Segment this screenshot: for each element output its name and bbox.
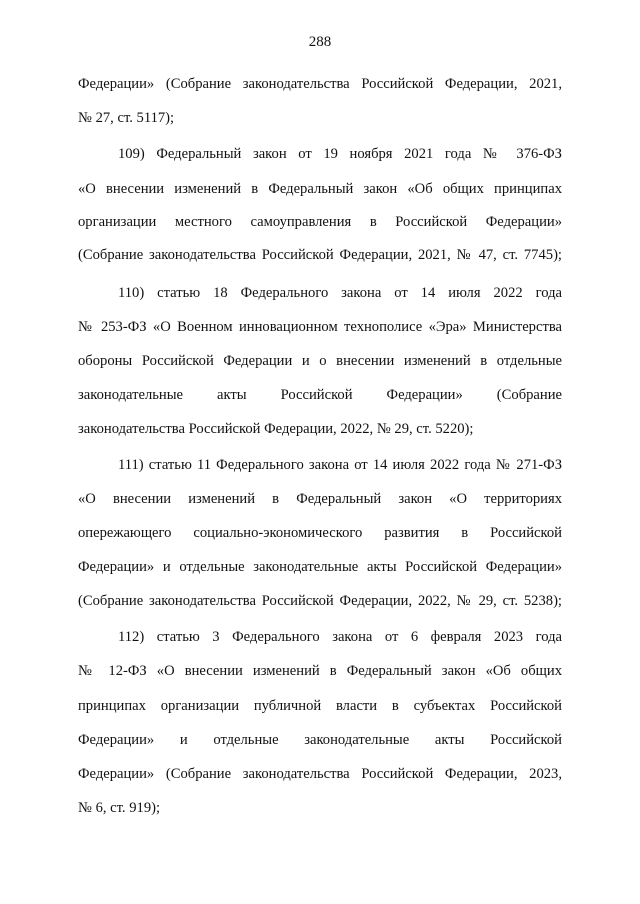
text-line: «О внесении изменений в Федеральный закон «Об общих принципах (78, 181, 562, 197)
text-line: 111) статью 11 Федерального закона от 14 июля 2022 года № 271-ФЗ (118, 457, 562, 473)
text-line: 112) статью 3 Федерального закона от 6 февраля 2023 года (118, 629, 562, 645)
text-line: 109) Федеральный закон от 19 ноября 2021 года № 376-ФЗ (118, 146, 562, 162)
text-line: принципах организации публичной власти в субъектах Российской (78, 698, 562, 714)
text-line: № 27, ст. 5117); (78, 110, 175, 126)
text-line: Федерации» и отдельные законодательные акты Российской Федерации» (78, 559, 562, 575)
text-line: № 12-ФЗ «О внесении изменений в Федеральный закон «Об общих (78, 663, 562, 679)
text-line: 110) статью 18 Федерального закона от 14 июля 2022 года (118, 285, 562, 301)
text-line: (Собрание законодательства Российской Федерации, 2022, № 29, ст. 5238); (78, 593, 562, 609)
text-line: № 6, ст. 919); (78, 800, 161, 816)
text-line: законодательные акты Российской Федерации» (Собрание (78, 387, 562, 403)
text-line: № 253-ФЗ «О Военном инновационном технополисе «Эра» Министерства (78, 319, 562, 335)
page-number: 288 (308, 34, 332, 50)
text-line: законодательства Российской Федерации, 2022, № 29, ст. 5220); (78, 421, 474, 437)
text-line: опережающего социально-экономического развития в Российской (78, 525, 562, 541)
text-line: (Собрание законодательства Российской Федерации, 2021, № 47, ст. 7745); (78, 247, 562, 263)
text-line: «О внесении изменений в Федеральный закон «О территориях (78, 491, 562, 507)
text-line: Федерации» (Собрание законодательства Российской Федерации, 2021, (78, 76, 562, 92)
text-line: Федерации» и отдельные законодательные акты Российской (78, 732, 562, 748)
text-line: обороны Российской Федерации и о внесении изменений в отдельные (78, 353, 562, 369)
text-line: Федерации» (Собрание законодательства Российской Федерации, 2023, (78, 766, 562, 782)
text-line: организации местного самоуправления в Российской Федерации» (78, 214, 562, 230)
